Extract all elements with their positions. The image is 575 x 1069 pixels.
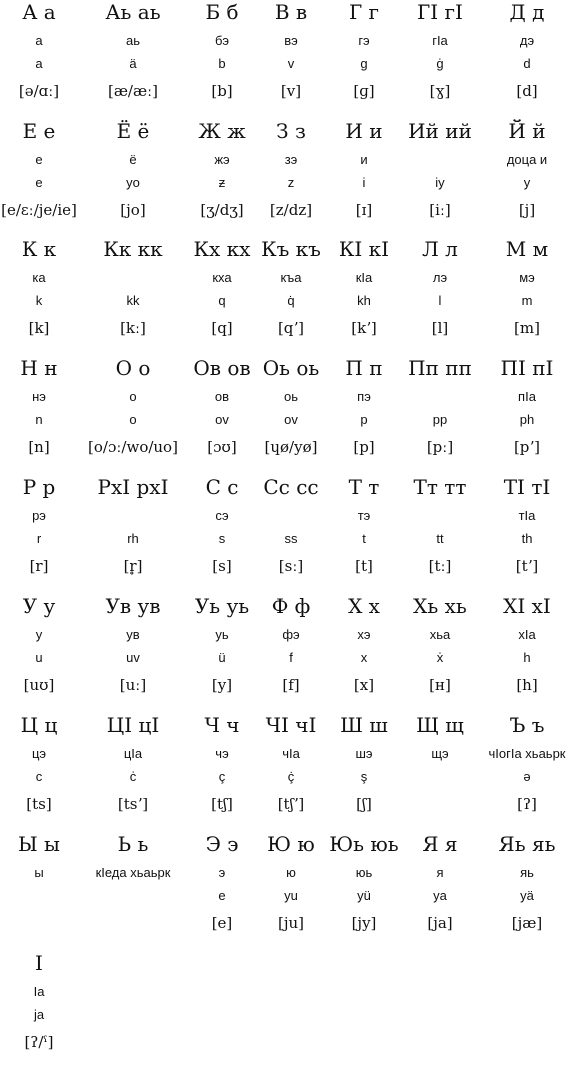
letter-cell — [0, 832, 80, 950]
letter-cell — [399, 832, 481, 950]
letter-letter: Ф ф — [271, 594, 311, 618]
letter-name: жэ — [214, 152, 230, 167]
letter-ipa: [d] — [516, 82, 538, 100]
letter-name: и — [360, 152, 368, 167]
letter-ipa: [tʼ] — [515, 557, 539, 575]
letter-letter: Ё ё — [116, 119, 150, 143]
letter-latin: kh — [357, 293, 371, 308]
letter-latin: l — [438, 293, 442, 308]
letter-ipa: [t] — [355, 557, 373, 575]
alphabet-row — [0, 713, 575, 831]
letter-latin: ov — [215, 412, 229, 427]
letter-letter: Ы ы — [18, 832, 60, 856]
letter-ipa: [k] — [28, 319, 50, 337]
letter-letter: Ь ь — [117, 832, 149, 856]
letter-latin: yu — [284, 888, 298, 903]
letter-name: фэ — [282, 627, 300, 642]
letter-letter: Ув ув — [105, 594, 161, 618]
letter-name: бэ — [215, 33, 229, 48]
letter-letter: Б б — [205, 0, 239, 24]
letter-letter: Ж ж — [198, 119, 246, 143]
letter-name: ов — [214, 389, 230, 404]
letter-latin: m — [521, 293, 533, 308]
letter-letter: РхӀ рхӀ — [97, 475, 169, 499]
alphabet-row — [0, 832, 575, 950]
letter-name: тэ — [357, 508, 371, 523]
letter-name: юь — [355, 865, 373, 880]
alphabet-row — [0, 951, 575, 1069]
letter-letter: Щ щ — [416, 713, 464, 737]
letter-cell — [486, 832, 568, 950]
letter-letter: Аь аь — [105, 0, 161, 24]
letter-ipa: [ʒ/dʒ] — [200, 201, 244, 219]
letter-name: яь — [520, 865, 534, 880]
letter-latin: ç̇ — [287, 769, 295, 784]
letter-ipa: [ʔ] — [517, 795, 537, 813]
letter-letter: Къ къ — [261, 237, 321, 261]
letter-cell — [92, 119, 174, 237]
letter-ipa: [x] — [353, 676, 375, 694]
letter-latin: yo — [126, 175, 140, 190]
letter-ipa: [ʃ] — [356, 795, 372, 813]
letter-latin: ġ — [436, 56, 444, 71]
letter-latin: ç — [218, 769, 226, 784]
letter-letter: Юь юь — [329, 832, 399, 856]
letter-cell — [399, 475, 481, 593]
letter-latin: iy — [435, 175, 445, 190]
letter-ipa: [tʃʼ] — [277, 795, 305, 813]
letter-name: ка — [32, 270, 46, 285]
letter-latin: a — [35, 56, 43, 71]
letter-name: Ӏа — [33, 984, 45, 999]
letter-name: пӀа — [518, 389, 536, 404]
letter-name: а — [35, 33, 43, 48]
letter-letter: Тт тт — [413, 475, 467, 499]
letter-latin: ü — [218, 650, 226, 665]
letter-ipa: [jo] — [120, 201, 146, 219]
letter-name: чӀа — [282, 746, 300, 761]
letter-latin: t — [362, 531, 366, 546]
letter-letter: А а — [22, 0, 56, 24]
letter-letter: С с — [205, 475, 239, 499]
letter-latin: ov — [284, 412, 298, 427]
letter-cell — [486, 119, 568, 237]
letter-letter: Л л — [422, 237, 458, 261]
letter-cell — [0, 713, 80, 831]
letter-latin: ẋ — [436, 650, 444, 665]
letter-cell — [92, 237, 174, 355]
letter-latin: kk — [126, 293, 140, 308]
alphabet-row — [0, 475, 575, 593]
letter-ipa: [æ/æː] — [107, 82, 158, 100]
letter-ipa: [h] — [516, 676, 538, 694]
letter-latin: u — [35, 650, 43, 665]
letter-latin: f — [289, 650, 293, 665]
letter-name: чэ — [215, 746, 229, 761]
letter-latin: k — [35, 293, 43, 308]
letter-letter: Ш ш — [340, 713, 388, 737]
letter-letter: ЧӀ чӀ — [265, 713, 317, 737]
letter-cell — [0, 594, 80, 712]
letter-letter: З з — [276, 119, 306, 143]
letter-letter: П п — [345, 356, 383, 380]
letter-ipa: [j] — [518, 201, 536, 219]
letter-latin: c — [35, 769, 43, 784]
letter-cell — [486, 356, 568, 474]
letter-letter: ПӀ пӀ — [500, 356, 554, 380]
letter-name: дэ — [519, 33, 535, 48]
letter-latin: x — [360, 650, 368, 665]
letter-latin: ss — [284, 531, 298, 546]
letter-cell — [0, 0, 80, 118]
letter-latin: s — [218, 531, 226, 546]
letter-name: хӀа — [518, 627, 536, 642]
letter-name: уь — [215, 627, 229, 642]
letter-ipa: [pː] — [426, 438, 454, 456]
letter-latin: z — [287, 175, 295, 190]
letter-ipa: [kː] — [120, 319, 146, 337]
alphabet-row — [0, 119, 575, 237]
letter-name: аь — [125, 33, 140, 48]
letter-letter: Д д — [509, 0, 545, 24]
letter-cell — [0, 119, 80, 237]
letter-ipa: [ʜ] — [429, 676, 451, 694]
letter-letter: Ц ц — [20, 713, 58, 737]
letter-name: цӀа — [123, 746, 143, 761]
letter-name: ю — [286, 865, 296, 880]
letter-ipa: [ɥø/yø] — [264, 438, 318, 456]
letter-ipa: [sː] — [278, 557, 304, 575]
letter-name: нэ — [32, 389, 46, 404]
letter-ipa: [l] — [431, 319, 449, 337]
letter-name: кӀа — [355, 270, 373, 285]
letter-ipa: [r] — [29, 557, 49, 575]
letter-latin: b — [218, 56, 226, 71]
letter-ipa: [e/ɛː/je/ie] — [1, 201, 77, 219]
letter-name: ё — [129, 152, 137, 167]
letter-name: щэ — [431, 746, 449, 761]
letter-latin: ph — [519, 412, 535, 427]
letter-letter: Ч ч — [204, 713, 240, 737]
letter-latin: ƶ — [218, 175, 226, 190]
letter-name: мэ — [519, 270, 535, 285]
letter-name: о — [129, 389, 137, 404]
letter-letter: К к — [21, 237, 57, 261]
letter-letter: Е е — [22, 119, 56, 143]
letter-latin: uv — [126, 650, 140, 665]
letter-latin: p — [360, 412, 368, 427]
letter-name: оь — [283, 389, 298, 404]
letter-ipa: [r̥] — [123, 557, 143, 575]
letter-latin: e — [218, 888, 226, 903]
letter-letter: Я я — [422, 832, 458, 856]
letter-cell — [0, 951, 80, 1069]
letter-cell — [486, 475, 568, 593]
letter-cell — [92, 475, 174, 593]
letter-cell — [88, 356, 178, 474]
letter-cell — [486, 0, 568, 118]
letter-name: пэ — [357, 389, 371, 404]
letter-latin: ä — [129, 56, 137, 71]
letter-ipa: [n] — [28, 438, 50, 456]
letter-letter: О о — [115, 356, 151, 380]
letter-letter: Х х — [348, 594, 380, 618]
letter-ipa: [e] — [211, 914, 233, 932]
letter-name: рэ — [32, 508, 46, 523]
letter-letter: Й й — [508, 119, 546, 143]
letter-letter: КӀ кӀ — [338, 237, 390, 261]
letter-latin: o — [129, 412, 137, 427]
letter-letter: Ъ ъ — [509, 713, 545, 737]
letter-ipa: [kʼ] — [351, 319, 377, 337]
letter-ipa: [s] — [212, 557, 232, 575]
letter-cell — [0, 356, 80, 474]
letter-latin: pp — [432, 412, 448, 427]
alphabet-row — [0, 594, 575, 712]
letter-name: э — [218, 865, 226, 880]
letter-latin: th — [521, 531, 533, 546]
letter-ipa: [ə/ɑː] — [18, 82, 60, 100]
letter-cell — [92, 832, 174, 950]
letter-ipa: [v] — [280, 82, 302, 100]
letter-letter: М м — [505, 237, 549, 261]
letter-letter: Э э — [205, 832, 239, 856]
letter-letter: Кх кх — [193, 237, 251, 261]
letter-name: кха — [212, 270, 232, 285]
letter-name: цэ — [31, 746, 47, 761]
letter-ipa: [jæ] — [511, 914, 543, 932]
letter-cell — [399, 356, 481, 474]
letter-ipa: [ɡ] — [353, 82, 375, 100]
letter-latin: i — [362, 175, 366, 190]
letter-ipa: [f] — [282, 676, 300, 694]
letter-ipa: [q] — [211, 319, 233, 337]
letter-latin: q — [218, 293, 226, 308]
letter-ipa: [z/dz] — [269, 201, 313, 219]
letter-letter: ХӀ хӀ — [503, 594, 551, 618]
letter-letter: Т т — [348, 475, 380, 499]
letter-ipa: [o/ɔː/wo/uo] — [88, 438, 178, 456]
letter-latin: g — [360, 56, 368, 71]
letter-ipa: [m] — [514, 319, 540, 337]
letter-ipa: [ts] — [26, 795, 52, 813]
letter-cell — [92, 0, 174, 118]
letter-letter: ЦӀ цӀ — [106, 713, 160, 737]
letter-latin: rh — [127, 531, 139, 546]
letter-name: вэ — [284, 33, 298, 48]
letter-latin: ya — [433, 888, 447, 903]
letter-latin: tt — [436, 531, 444, 546]
letter-letter: У у — [22, 594, 56, 618]
letter-name: ув — [126, 627, 140, 642]
letter-letter: В в — [274, 0, 308, 24]
letter-cell — [486, 713, 568, 831]
letter-name: хэ — [357, 627, 371, 642]
letter-name: у — [35, 627, 43, 642]
letter-ipa: [ɣ] — [429, 82, 451, 100]
letter-cell — [486, 237, 568, 355]
letter-letter: Ов ов — [193, 356, 251, 380]
letter-ipa: [tʃ] — [211, 795, 233, 813]
letter-cell — [0, 237, 80, 355]
letter-latin: yü — [357, 888, 371, 903]
letter-name: чӀогӀа хьаьрк — [488, 746, 566, 761]
letter-letter: Ӏ — [35, 951, 43, 975]
letter-letter: Ю ю — [267, 832, 315, 856]
letter-letter: Уь уь — [194, 594, 250, 618]
letter-ipa: [iː] — [429, 201, 451, 219]
letter-letter: ТӀ тӀ — [503, 475, 551, 499]
alphabet-row — [0, 237, 575, 355]
letter-latin: h — [523, 650, 531, 665]
letter-name: гӀа — [432, 33, 448, 48]
letter-ipa: [uʊ] — [23, 676, 55, 694]
letter-latin: q̇ — [287, 293, 295, 308]
letter-ipa: [b] — [211, 82, 233, 100]
letter-name: е — [35, 152, 43, 167]
letter-latin: e — [35, 175, 43, 190]
letter-ipa: [ɪ] — [355, 201, 373, 219]
letter-latin: ş — [360, 769, 368, 784]
letter-cell — [399, 713, 481, 831]
letter-cell — [399, 237, 481, 355]
letter-name: тӀа — [518, 508, 536, 523]
letter-name: лэ — [432, 270, 448, 285]
letter-ipa: [tsʼ] — [117, 795, 149, 813]
letter-letter: Хь хь — [413, 594, 467, 618]
letter-ipa: [ja] — [427, 914, 453, 932]
letter-name: хьа — [429, 627, 451, 642]
letter-ipa: [uː] — [119, 676, 147, 694]
letter-letter: ГӀ гӀ — [417, 0, 463, 24]
letter-ipa: [y] — [211, 676, 233, 694]
letter-latin: v — [287, 56, 295, 71]
letter-cell — [399, 594, 481, 712]
letter-latin: ja — [33, 1007, 45, 1022]
letter-ipa: [qʼ] — [277, 319, 305, 337]
letter-letter: Сс сс — [263, 475, 319, 499]
letter-name: сэ — [215, 508, 229, 523]
alphabet-row — [0, 356, 575, 474]
letter-name: шэ — [355, 746, 373, 761]
letter-latin: yä — [520, 888, 534, 903]
letter-letter: Пп пп — [408, 356, 472, 380]
letter-letter: Н н — [20, 356, 58, 380]
letter-letter: Р р — [22, 475, 56, 499]
letter-cell — [92, 713, 174, 831]
letter-cell — [399, 0, 481, 118]
letter-latin: y — [523, 175, 531, 190]
letter-letter: Г г — [348, 0, 380, 24]
letter-name: я — [436, 865, 444, 880]
letter-ipa: [ɔʊ] — [207, 438, 237, 456]
letter-latin: ə — [523, 769, 531, 784]
letter-name: ы — [34, 865, 44, 880]
letter-cell — [399, 119, 481, 237]
letter-ipa: [tː] — [428, 557, 452, 575]
letter-cell — [0, 475, 80, 593]
letter-letter: И и — [345, 119, 383, 143]
letter-ipa: [jy] — [351, 914, 377, 932]
letter-ipa: [ʔ/ˤ] — [24, 1033, 54, 1051]
letter-name: къа — [280, 270, 302, 285]
letter-cell — [92, 594, 174, 712]
letter-latin: r — [36, 531, 42, 546]
letter-latin: d — [523, 56, 531, 71]
letter-latin: n — [35, 412, 43, 427]
letter-name: доца и — [506, 152, 548, 167]
letter-ipa: [pʼ] — [513, 438, 541, 456]
letter-letter: Кк кк — [103, 237, 163, 261]
alphabet-row — [0, 0, 575, 118]
letter-name: кӀеда хьаьрк — [95, 865, 171, 880]
letter-letter: Ий ий — [408, 119, 472, 143]
letter-latin: ċ — [129, 769, 137, 784]
letter-name: зэ — [284, 152, 298, 167]
letter-letter: Оь оь — [262, 356, 320, 380]
letter-name: гэ — [358, 33, 370, 48]
letter-ipa: [p] — [353, 438, 375, 456]
letter-letter: Яь яь — [498, 832, 556, 856]
letter-ipa: [ju] — [277, 914, 304, 932]
letter-cell — [486, 594, 568, 712]
